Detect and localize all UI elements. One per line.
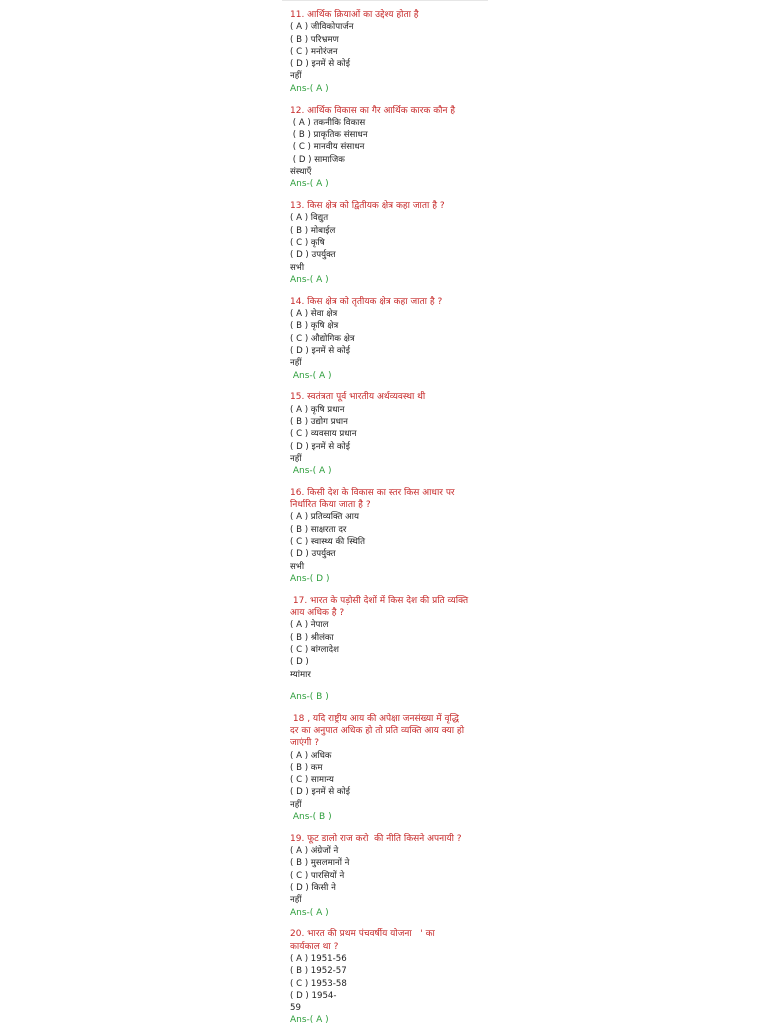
question-text: 14. किस क्षेत्र को तृतीयक क्षेत्र कहा जाता है ? bbox=[290, 296, 443, 307]
option-text: ( A ) सेवा क्षेत्र bbox=[290, 309, 338, 320]
option-text: ( D ) इनमें से कोई bbox=[290, 345, 350, 356]
option-text: नहीं bbox=[290, 799, 302, 810]
option-text: ( D ) इनमें से कोई bbox=[290, 59, 350, 70]
question-block bbox=[290, 928, 490, 1026]
question-text: 20. भारत की प्रथम पंचवर्षीय योजना ' का कार्यकाल था ? bbox=[290, 929, 435, 952]
option-text: ( C ) सामान्य bbox=[290, 775, 334, 786]
option-text: ( B ) कृषि क्षेत्र bbox=[290, 321, 339, 332]
option-text: ( C ) मानवीय संसाधन bbox=[290, 142, 365, 153]
option-text: म्यांमार bbox=[290, 669, 311, 680]
option-text: ( B ) परिभ्रमण bbox=[290, 34, 339, 45]
question-text: 15. स्वतंत्रता पूर्व भारतीय अर्थव्यवस्था थी bbox=[290, 392, 426, 403]
answer-text: Ans-( B ) bbox=[290, 812, 332, 823]
option-text: ( D ) 1954- bbox=[290, 990, 337, 1001]
option-text: नहीं bbox=[290, 453, 302, 464]
option-text: ( A ) कृषि प्रधान bbox=[290, 404, 345, 415]
answer-text: Ans-( A ) bbox=[290, 907, 329, 918]
top-divider bbox=[282, 0, 488, 1]
question-text: 11. आर्थिक क्रियाओं का उद्देश्य होता है bbox=[290, 10, 419, 20]
option-text: ( D ) किसी ने bbox=[290, 883, 336, 893]
question-block bbox=[290, 595, 490, 703]
answer-text: Ans-( B ) bbox=[290, 691, 329, 702]
answer-text: Ans-( A ) bbox=[290, 274, 329, 285]
option-text: ( A ) नेपाल bbox=[290, 620, 329, 631]
blank-gap bbox=[290, 681, 490, 691]
option-text: ( A ) प्रतिव्यक्ति आय bbox=[290, 512, 359, 523]
question-text: 17. भारत के पड़ोसी देशों में किस देश की प्रति व्यक्ति आय अधिक है ? bbox=[290, 595, 469, 619]
question-block bbox=[290, 200, 490, 286]
option-text: ( A ) जीविकोपार्जन bbox=[290, 22, 354, 33]
option-text: ( A ) तकनीकि विकास bbox=[290, 117, 366, 128]
option-text: ( B ) श्रीलंका bbox=[290, 632, 334, 643]
option-text: ( A ) अधिक bbox=[290, 750, 332, 761]
option-text: ( C ) 1953-58 bbox=[290, 978, 347, 989]
option-text: ( C ) स्वास्थ्य की स्थिति bbox=[290, 537, 366, 548]
option-text: ( C ) कृषि bbox=[290, 238, 325, 249]
option-text: सभी bbox=[290, 262, 305, 273]
option-text: 59 bbox=[290, 1003, 301, 1014]
option-text: ( A ) विद्युत bbox=[290, 213, 329, 224]
option-text: संस्थाएँ bbox=[290, 167, 312, 178]
question-block bbox=[290, 9, 490, 95]
option-text: ( D ) इनमें से कोई bbox=[290, 787, 350, 798]
option-text: सभी bbox=[290, 561, 305, 572]
question-block bbox=[290, 296, 490, 382]
option-text: ( C ) पारसियों ने bbox=[290, 870, 345, 881]
option-text: नहीं bbox=[290, 895, 302, 906]
question-block bbox=[290, 487, 490, 585]
option-text: ( C ) बांग्लादेश bbox=[290, 644, 339, 655]
option-text: नहीं bbox=[290, 358, 302, 369]
question-list bbox=[290, 9, 490, 1036]
option-text: ( B ) मुसलमानों ने bbox=[290, 858, 350, 869]
option-text: नहीं bbox=[290, 71, 302, 82]
answer-text: Ans-( A ) bbox=[290, 1015, 329, 1026]
option-text: ( A ) अंग्रेजों ने bbox=[290, 846, 339, 857]
option-text: ( C ) मनोरंजन bbox=[290, 46, 338, 57]
option-text: ( D ) bbox=[290, 657, 309, 668]
question-block bbox=[290, 391, 490, 477]
option-text: ( D ) उपर्युक्त bbox=[290, 549, 336, 560]
option-text: ( B ) कम bbox=[290, 762, 323, 773]
option-text: ( D ) इनमें से कोई bbox=[290, 441, 350, 452]
option-text: ( B ) साक्षरता दर bbox=[290, 524, 347, 535]
option-text: ( C ) व्यवसाय प्रधान bbox=[290, 429, 357, 440]
answer-text: Ans-( A ) bbox=[290, 179, 329, 190]
option-text: ( C ) औद्योगिक क्षेत्र bbox=[290, 333, 355, 344]
question-block bbox=[290, 105, 490, 191]
answer-text: Ans-( A ) bbox=[290, 370, 332, 381]
option-text: ( B ) उद्योग प्रधान bbox=[290, 416, 348, 427]
option-text: ( B ) 1952-57 bbox=[290, 966, 347, 977]
question-text: 13. किस क्षेत्र को द्वितीयक क्षेत्र कहा जाता है ? bbox=[290, 201, 445, 212]
option-text: ( B ) मोबाईल bbox=[290, 225, 336, 236]
option-text: ( D ) सामाजिक bbox=[290, 154, 345, 165]
answer-text: Ans-( A ) bbox=[290, 466, 332, 477]
question-text: 16. किसी देश के विकास का स्तर किस आधार पर निर्धारित किया जाता है ? bbox=[290, 487, 455, 511]
question-block bbox=[290, 833, 490, 919]
option-text: ( D ) उपर्युक्त bbox=[290, 250, 336, 261]
question-text: 12. आर्थिक विकास का गैर आर्थिक कारक कौन है bbox=[290, 105, 456, 116]
answer-text: Ans-( D ) bbox=[290, 573, 330, 584]
answer-text: Ans-( A ) bbox=[290, 83, 329, 94]
question-text: 19. फूट डालो राज करो की नीति किसने अपनायी ? bbox=[290, 833, 462, 844]
option-text: ( B ) प्राकृतिक संसाधन bbox=[290, 130, 368, 141]
option-text: ( A ) 1951-56 bbox=[290, 953, 347, 964]
question-text: 18 , यदि राष्ट्रीय आय की अपेक्षा जनसंख्या में वृद्धि दर का अनुपात अधिक हो तो प्रति व्यक्ति आय क्या हो जाएंगी ? bbox=[290, 713, 465, 749]
question-block bbox=[290, 713, 490, 824]
